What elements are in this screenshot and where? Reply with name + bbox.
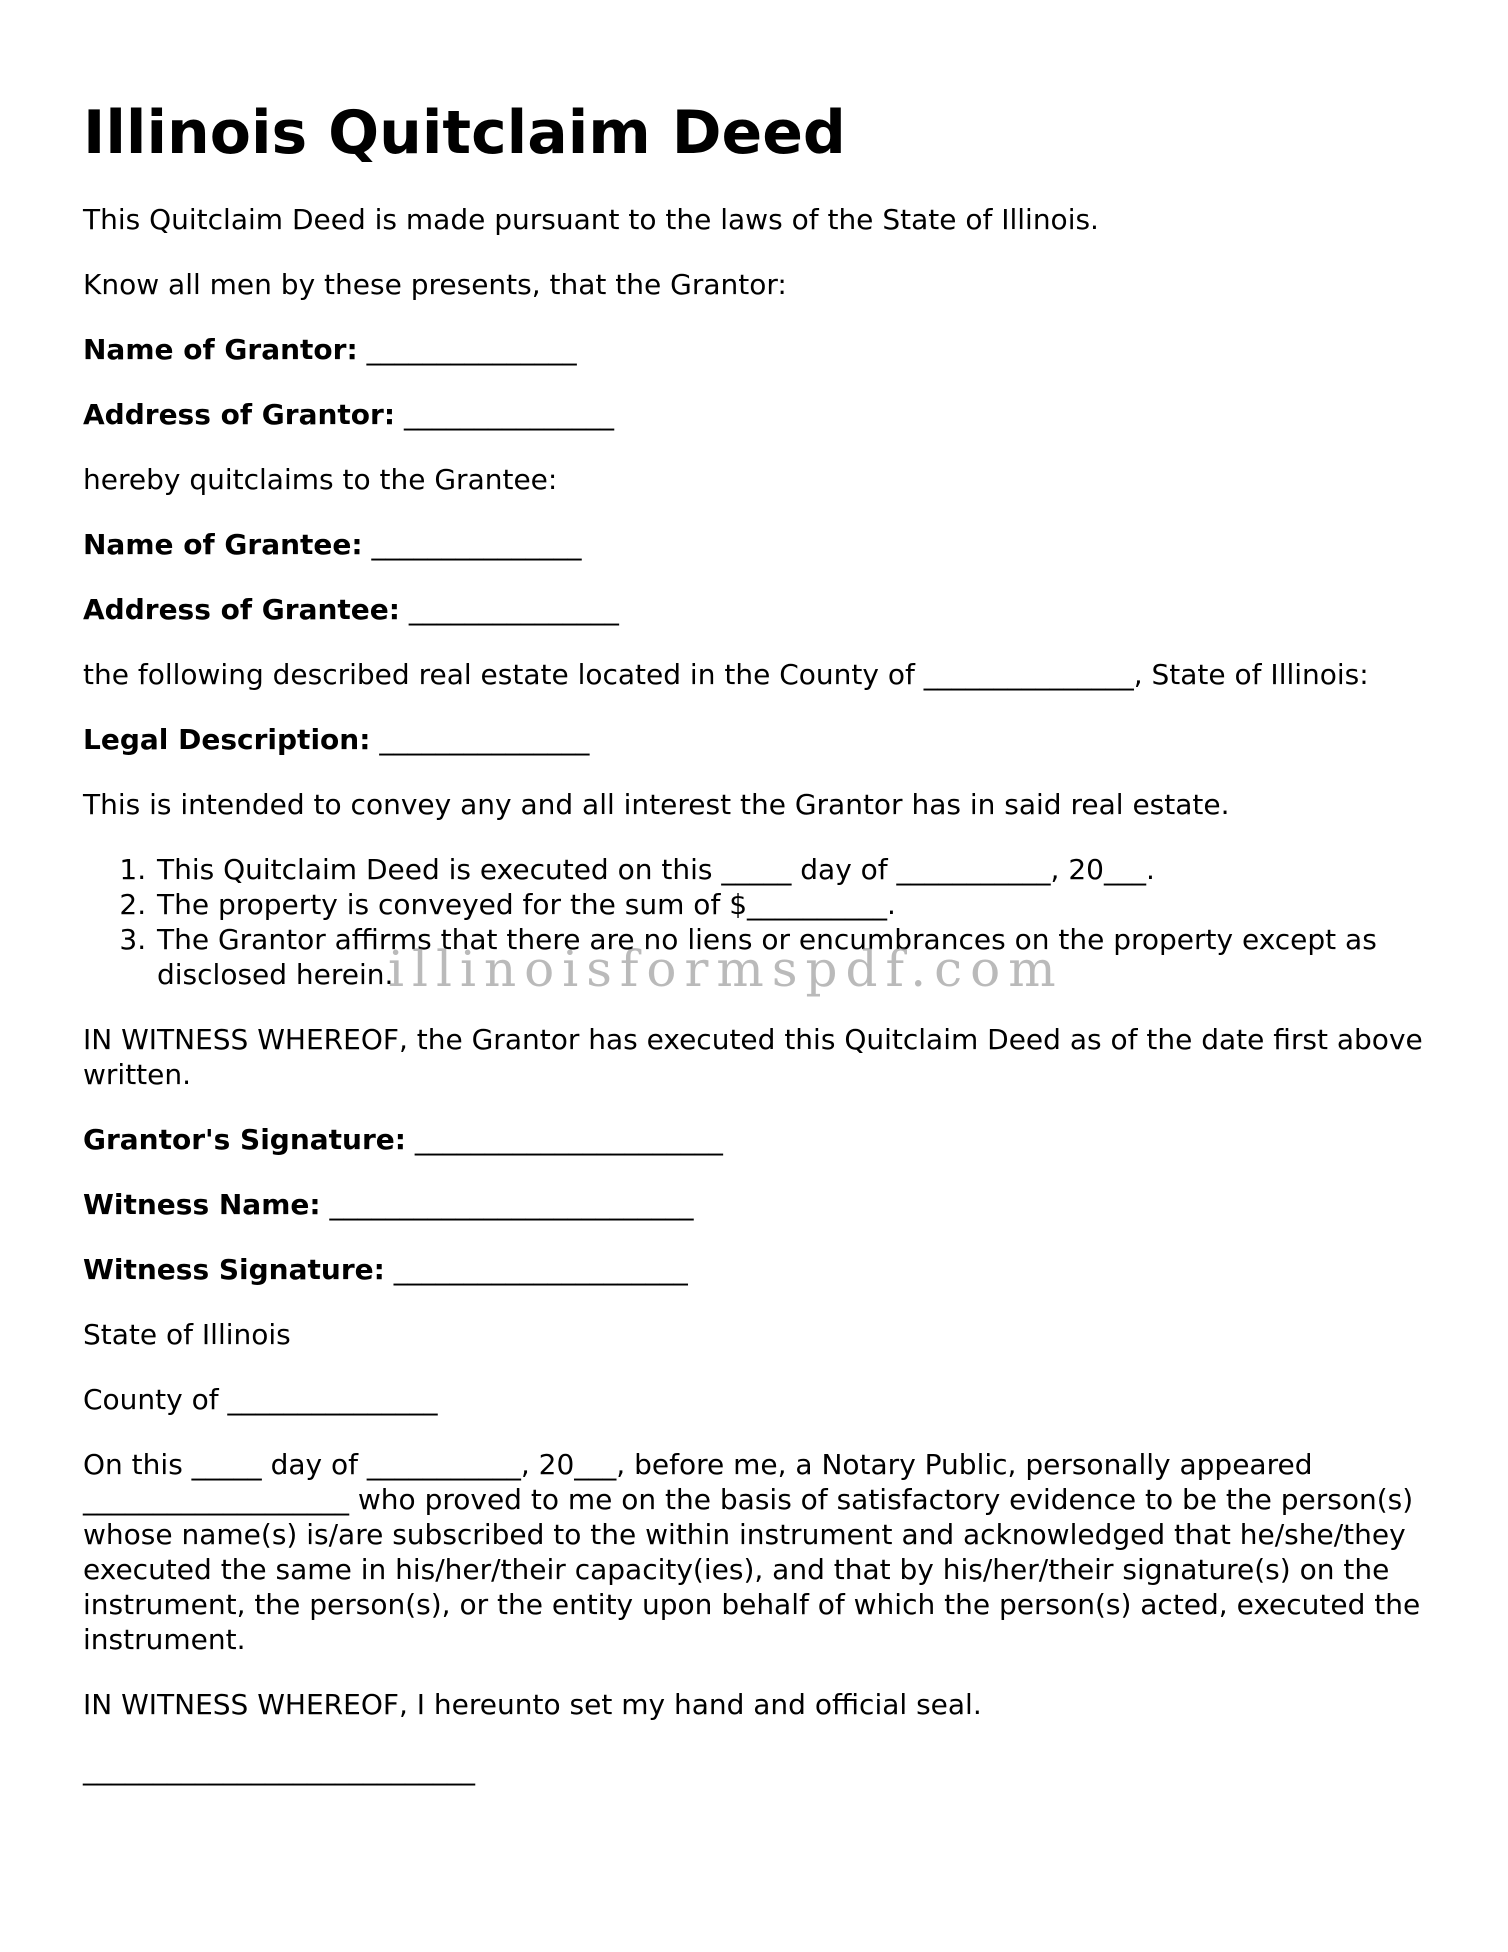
witness-signature-label: Witness Signature:: [83, 1253, 385, 1286]
notary-witness-paragraph: IN WITNESS WHEREOF, I hereunto set my hand and official seal.: [83, 1688, 982, 1721]
grantor-address-label: Address of Grantor:: [83, 398, 396, 431]
grantor-address-field: [83, 397, 1423, 432]
legal-description-blank: _______________: [379, 723, 590, 756]
state-line: State of Illinois: [83, 1318, 291, 1351]
witness-name-label: Witness Name:: [83, 1188, 321, 1221]
watermark: illinoisformspdf.com: [388, 940, 1064, 998]
witness-name-blank: __________________________: [329, 1188, 694, 1221]
witness-signature-field: [83, 1252, 1423, 1287]
document-page: [83, 100, 1423, 1787]
grantee-address-field: [83, 592, 1423, 627]
county-line: County of _______________: [83, 1383, 438, 1416]
grantee-name-field: [83, 527, 1423, 562]
notary-paragraph: On this _____ day of ___________, 20___, before me, a Notary Public, personally appeared ___________________ who proved to me on the basis of satisfactory evidence to be the person(s) whose name(s) is/are subscribed to the within instrument and acknowledged that he/she/they executed the same in his/her/their capacity(ies), and that by his/her/their signature(s) on the instrument, the person(s), or the entity upon behalf of which the person(s) acted, executed the instrument.: [83, 1448, 1421, 1656]
grantor-name-blank: _______________: [366, 333, 577, 366]
know-all-paragraph: Know all men by these presents, that the Grantor:: [83, 268, 787, 301]
grantor-name-label: Name of Grantor:: [83, 333, 358, 366]
document-title: Illinois Quitclaim Deed: [83, 98, 846, 168]
witness-clause-paragraph: IN WITNESS WHEREOF, the Grantor has executed this Quitclaim Deed as of the date first above written.: [83, 1023, 1423, 1091]
grantee-name-blank: _______________: [371, 528, 582, 561]
grantor-signature-blank: ______________________: [414, 1123, 723, 1156]
grantor-name-field: [83, 332, 1423, 367]
list-item: 2. The property is conveyed for the sum of $__________.: [155, 887, 1423, 922]
intro-paragraph: This Quitclaim Deed is made pursuant to the laws of the State of Illinois.: [83, 203, 1099, 236]
grantor-signature-field: [83, 1122, 1423, 1157]
terms-list: [83, 852, 1423, 992]
grantor-signature-label: Grantor's Signature:: [83, 1123, 406, 1156]
witness-name-field: [83, 1187, 1423, 1222]
witness-signature-blank: _____________________: [393, 1253, 688, 1286]
grantee-address-blank: _______________: [408, 593, 619, 626]
legal-description-label: Legal Description:: [83, 723, 371, 756]
list-item: 3. The Grantor affirms that there are no liens or encumbrances on the property except as disclosed herein.: [155, 922, 1423, 992]
grantee-address-label: Address of Grantee:: [83, 593, 400, 626]
notary-signature-line: ____________________________: [83, 1753, 475, 1786]
grantee-name-label: Name of Grantee:: [83, 528, 363, 561]
convey-paragraph: This is intended to convey any and all interest the Grantor has in said real estate.: [83, 788, 1230, 821]
list-item: 1. This Quitclaim Deed is executed on this _____ day of ___________, 20___.: [155, 852, 1423, 887]
quitclaims-paragraph: hereby quitclaims to the Grantee:: [83, 463, 558, 496]
grantor-address-blank: _______________: [403, 398, 614, 431]
legal-description-field: [83, 722, 1423, 757]
real-estate-paragraph: the following described real estate located in the County of _______________, State of Illinois:: [83, 658, 1369, 691]
